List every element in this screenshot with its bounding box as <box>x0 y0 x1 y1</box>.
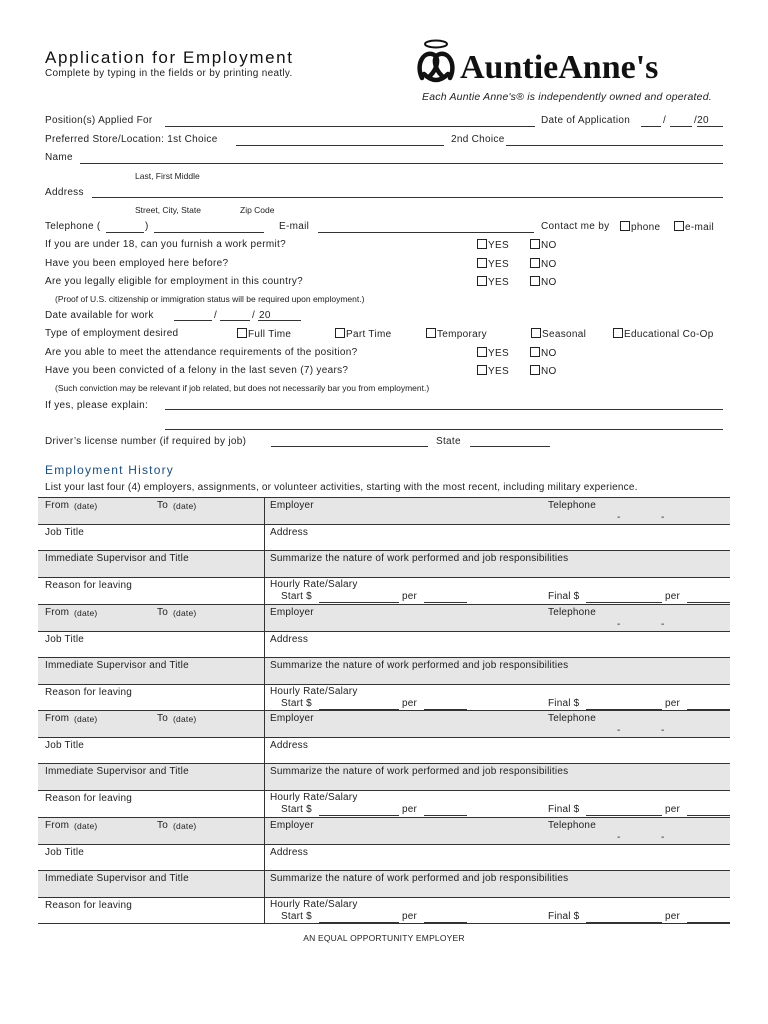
date-application-year[interactable] <box>697 126 723 127</box>
employer-label: Employer <box>270 819 314 831</box>
address-input[interactable] <box>92 197 723 198</box>
brand-wordmark: AuntieAnne's <box>460 49 659 86</box>
temporary-checkbox[interactable] <box>426 328 436 338</box>
history-row-summary <box>38 657 730 684</box>
contact-phone-checkbox[interactable] <box>620 221 630 231</box>
part-time-checkbox[interactable] <box>335 328 345 338</box>
coop-checkbox[interactable] <box>613 328 623 338</box>
per-label: per <box>665 910 681 922</box>
address-label: Address <box>270 846 309 858</box>
final-rate-label: Final $ <box>548 697 580 709</box>
column-divider <box>264 791 265 818</box>
reason-label: Reason for leaving <box>45 580 132 591</box>
equal-opportunity-footer: AN EQUAL OPPORTUNITY EMPLOYER <box>303 933 465 943</box>
available-day[interactable] <box>220 320 250 321</box>
employed-no-checkbox[interactable] <box>530 258 540 268</box>
employment-type-label: Type of employment desired <box>45 328 179 339</box>
employed-yes-checkbox[interactable] <box>477 258 487 268</box>
eligible-no-checkbox[interactable] <box>530 276 540 286</box>
reason-label: Reason for leaving <box>45 899 132 911</box>
question-work-permit: If you are under 18, can you furnish a work permit? <box>45 239 286 250</box>
history-row-rate <box>38 577 730 604</box>
supervisor-label: Immediate Supervisor and Title <box>45 659 189 671</box>
permit-no[interactable] <box>530 239 557 251</box>
address-label: Address <box>270 527 309 538</box>
address-hint: Street, City, State <box>135 205 201 215</box>
question-eligible: Are you legally eligible for employment in this country? <box>45 276 304 287</box>
rate-label: Hourly Rate/Salary <box>270 579 358 590</box>
reason-label: Reason for leaving <box>45 686 132 698</box>
state-input[interactable] <box>470 446 550 447</box>
supervisor-label: Immediate Supervisor and Title <box>45 553 189 564</box>
history-row-employer <box>38 497 730 524</box>
reason-label: Reason for leaving <box>45 793 132 804</box>
job-title-label: Job Title <box>45 740 85 751</box>
email-input[interactable] <box>318 232 534 233</box>
first-choice-input[interactable] <box>236 145 444 146</box>
yes-label: YES <box>488 277 509 288</box>
to-label: To <box>157 500 168 511</box>
final-rate-label: Final $ <box>548 804 580 815</box>
brand-logo <box>416 38 716 88</box>
felony-note: (Such conviction may be relevant if job related, but does not necessarily bar you from employment.) <box>55 383 430 393</box>
date-application-month[interactable] <box>641 126 661 127</box>
start-rate-label: Start $ <box>281 804 312 815</box>
employed-yes[interactable] <box>477 258 509 270</box>
to-label: To <box>157 606 168 618</box>
license-input[interactable] <box>271 446 428 447</box>
column-divider <box>264 578 265 605</box>
history-row-summary <box>38 763 730 790</box>
license-label: Driver’s license number (if required by job) <box>45 436 247 447</box>
column-divider <box>264 525 265 551</box>
history-row-rate <box>38 790 730 817</box>
column-divider <box>264 658 265 685</box>
phone-dash: - <box>617 618 621 630</box>
history-row-rate <box>38 897 730 924</box>
phone-dash: - <box>661 725 665 736</box>
contact-phone-label: phone <box>631 222 661 233</box>
attendance-no[interactable] <box>530 347 557 359</box>
attendance-no-checkbox[interactable] <box>530 347 540 357</box>
eligible-yes[interactable] <box>477 276 509 288</box>
preferred-store-label: Preferred Store/Location: 1st Choice <box>45 134 218 145</box>
area-code-input[interactable] <box>106 232 144 233</box>
per-label: per <box>402 910 418 922</box>
employer-label: Employer <box>270 606 314 618</box>
second-choice-label: 2nd Choice <box>451 134 505 145</box>
column-divider <box>264 498 265 525</box>
permit-yes-checkbox[interactable] <box>477 239 487 249</box>
type-temporary[interactable] <box>426 328 487 340</box>
contact-email-checkbox[interactable] <box>674 221 684 231</box>
telephone-label: Telephone <box>548 606 596 618</box>
attendance-yes[interactable] <box>477 347 509 359</box>
history-row-employer <box>38 817 730 844</box>
employed-no[interactable] <box>530 258 557 270</box>
page-subtitle: Complete by typing in the fields or by printing neatly. <box>45 68 293 79</box>
felony-yes[interactable] <box>477 365 509 377</box>
start-rate-label: Start $ <box>281 910 312 922</box>
telephone-label: Telephone <box>548 713 596 724</box>
to-label: To <box>157 819 168 831</box>
question-attendance: Are you able to meet the attendance requirements of the position? <box>45 347 358 358</box>
per-label: per <box>402 697 418 709</box>
available-year[interactable] <box>258 320 301 321</box>
history-row-employer <box>38 604 730 631</box>
per-label: per <box>665 804 681 815</box>
second-choice-input[interactable] <box>506 145 723 146</box>
history-row-summary <box>38 550 730 577</box>
page-title: Application for Employment <box>45 48 294 67</box>
to-label: To <box>157 713 168 724</box>
yes-label: YES <box>488 348 509 359</box>
eligible-no[interactable] <box>530 276 557 288</box>
explain-input-2[interactable] <box>165 429 723 430</box>
no-label: NO <box>541 259 557 270</box>
summary-label: Summarize the nature of work performed and job responsibilities <box>270 872 569 884</box>
history-row-address <box>38 524 730 550</box>
explain-label: If yes, please explain: <box>45 400 149 411</box>
name-input[interactable] <box>80 163 723 164</box>
type-full-time[interactable] <box>237 328 291 340</box>
to-date-hint: (date) <box>173 820 197 831</box>
full-time-checkbox[interactable] <box>237 328 247 338</box>
phone-dash: - <box>661 512 665 523</box>
from-date-hint: (date) <box>74 501 98 511</box>
summary-label: Summarize the nature of work performed and job responsibilities <box>270 766 569 777</box>
email-label: E-mail <box>279 221 310 232</box>
per-label: per <box>402 591 418 602</box>
employer-label: Employer <box>270 713 314 724</box>
name-hint: Last, First Middle <box>135 171 200 181</box>
phone-dash: - <box>617 725 621 736</box>
employer-label: Employer <box>270 500 314 511</box>
available-month[interactable] <box>174 320 212 321</box>
column-divider <box>264 685 265 712</box>
to-date-hint: (date) <box>173 501 197 511</box>
employment-block <box>38 497 730 604</box>
final-rate-label: Final $ <box>548 910 580 922</box>
start-rate-label: Start $ <box>281 591 312 602</box>
telephone-label: Telephone <box>548 500 596 511</box>
type-coop[interactable] <box>613 328 714 340</box>
no-label: NO <box>541 366 557 377</box>
temporary-label: Temporary <box>437 329 487 340</box>
start-rate-label: Start $ <box>281 697 312 709</box>
pretzel-halo-icon <box>420 41 453 81</box>
to-date-hint: (date) <box>173 714 197 724</box>
employment-block <box>38 710 730 817</box>
zip-hint: Zip Code <box>240 205 275 215</box>
yes-label: YES <box>488 366 509 377</box>
history-row-address <box>38 844 730 870</box>
supervisor-label: Immediate Supervisor and Title <box>45 872 189 884</box>
no-label: NO <box>541 240 557 251</box>
history-row-summary <box>38 870 730 897</box>
no-label: NO <box>541 277 557 288</box>
from-label: From <box>45 713 70 724</box>
job-title-label: Job Title <box>45 846 85 858</box>
attendance-yes-checkbox[interactable] <box>477 347 487 357</box>
column-divider <box>264 605 265 632</box>
type-part-time[interactable] <box>335 328 392 340</box>
full-time-label: Full Time <box>248 329 292 340</box>
column-divider <box>264 764 265 791</box>
history-row-address <box>38 737 730 763</box>
permit-yes[interactable] <box>477 239 509 251</box>
to-date-hint: (date) <box>173 607 197 618</box>
address-label: Address <box>45 187 84 198</box>
per-label: per <box>402 804 418 815</box>
phone-dash: - <box>661 831 665 843</box>
yes-label: YES <box>488 259 509 270</box>
history-row-address <box>38 631 730 657</box>
date-application-day[interactable] <box>670 126 692 127</box>
date-available-label: Date available for work <box>45 310 154 321</box>
employment-block <box>38 604 730 711</box>
tagline: Each Auntie Anne's® is independently owned and operated. <box>422 91 712 103</box>
name-label: Name <box>45 152 73 163</box>
column-divider <box>264 871 265 898</box>
final-rate-label: Final $ <box>548 591 580 602</box>
employment-history-title: Employment History <box>45 463 174 477</box>
telephone-paren: ) <box>145 221 149 232</box>
employment-history-note: List your last four (4) employers, assignments, or volunteer activities, starting with the most recent, including military experience. <box>45 482 638 493</box>
column-divider <box>264 551 265 578</box>
column-divider <box>264 818 265 845</box>
phone-dash: - <box>617 512 621 523</box>
explain-input-1[interactable] <box>165 409 723 410</box>
per-label: per <box>665 697 681 709</box>
address-label: Address <box>270 740 309 751</box>
date-application-label: Date of Application <box>541 115 631 126</box>
contact-email-option[interactable] <box>674 221 714 233</box>
column-divider <box>264 711 265 738</box>
eligible-yes-checkbox[interactable] <box>477 276 487 286</box>
telephone-label: Telephone <box>548 819 596 831</box>
from-label: From <box>45 606 70 618</box>
permit-no-checkbox[interactable] <box>530 239 540 249</box>
felony-no-checkbox[interactable] <box>530 365 540 375</box>
column-divider <box>264 898 265 925</box>
question-felony: Have you been convicted of a felony in the last seven (7) years? <box>45 365 349 376</box>
address-label: Address <box>270 633 309 645</box>
job-title-label: Job Title <box>45 527 85 538</box>
date-application-year-prefix: /20 <box>694 115 709 126</box>
telephone-input[interactable] <box>154 232 264 233</box>
contact-phone-option[interactable] <box>620 221 660 233</box>
from-label: From <box>45 819 70 831</box>
rate-label: Hourly Rate/Salary <box>270 792 358 803</box>
from-label: From <box>45 500 70 511</box>
position-label: Position(s) Applied For <box>45 115 153 126</box>
felony-no[interactable] <box>530 365 557 377</box>
seasonal-checkbox[interactable] <box>531 328 541 338</box>
contact-label: Contact me by <box>541 221 610 232</box>
phone-dash: - <box>661 618 665 630</box>
phone-dash: - <box>617 831 621 843</box>
column-divider <box>264 738 265 764</box>
rate-label: Hourly Rate/Salary <box>270 685 358 697</box>
summary-label: Summarize the nature of work performed and job responsibilities <box>270 553 569 564</box>
table-bottom-border <box>38 923 730 924</box>
yes-label: YES <box>488 240 509 251</box>
rate-label: Hourly Rate/Salary <box>270 898 358 910</box>
felony-yes-checkbox[interactable] <box>477 365 487 375</box>
history-row-rate <box>38 684 730 711</box>
part-time-label: Part Time <box>346 329 392 340</box>
history-row-employer <box>38 710 730 737</box>
state-label: State <box>436 436 461 447</box>
position-input[interactable] <box>165 126 535 127</box>
supervisor-label: Immediate Supervisor and Title <box>45 766 189 777</box>
available-year-prefix: 20 <box>259 310 271 321</box>
question-employed-before: Have you been employed here before? <box>45 258 229 269</box>
job-title-label: Job Title <box>45 633 85 645</box>
from-date-hint: (date) <box>74 607 98 618</box>
employment-block <box>38 817 730 924</box>
type-seasonal[interactable] <box>531 328 586 340</box>
contact-email-label: e-mail <box>685 222 715 233</box>
per-label: per <box>665 591 681 602</box>
telephone-label: Telephone ( <box>45 221 101 232</box>
no-label: NO <box>541 348 557 359</box>
summary-label: Summarize the nature of work performed and job responsibilities <box>270 659 569 671</box>
column-divider <box>264 845 265 871</box>
column-divider <box>264 632 265 658</box>
coop-label: Educational Co-Op <box>624 329 714 340</box>
seasonal-label: Seasonal <box>542 329 587 340</box>
from-date-hint: (date) <box>74 820 98 831</box>
eligible-note: (Proof of U.S. citizenship or immigration status will be required upon employment.) <box>55 294 365 304</box>
from-date-hint: (date) <box>74 714 98 724</box>
